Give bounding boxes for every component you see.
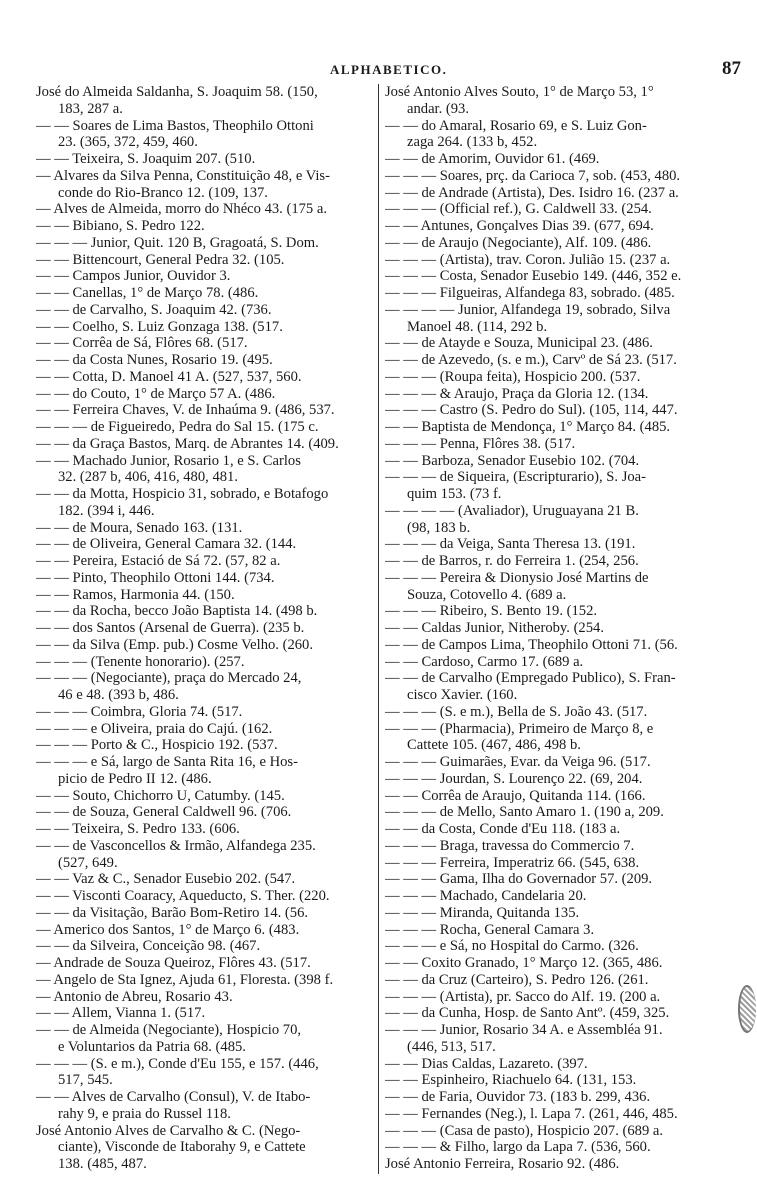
directory-entry xyxy=(385,989,747,1006)
directory-entry xyxy=(36,168,376,202)
entry-line: — — de Vasconcellos & Irmão, Alfandega 235. xyxy=(36,837,316,854)
entry-continuation-line: rahy 9, e praia do Russel 118. xyxy=(58,1105,231,1122)
directory-entry xyxy=(36,252,376,269)
directory-entry xyxy=(385,620,747,637)
entry-line: — — Fernandes (Neg.), l. Lapa 7. (261, 446, 485. xyxy=(385,1105,678,1122)
directory-entry xyxy=(36,436,376,453)
entry-line: — — Bittencourt, General Pedra 32. (105. xyxy=(36,251,285,268)
entry-line: — — — Pereira & Dionysio José Martins de xyxy=(385,569,649,586)
entry-line: — — — da Veiga, Santa Theresa 13. (191. xyxy=(385,536,636,553)
entry-line: — — de Almeida (Negociante), Hospicio 70, xyxy=(36,1022,302,1038)
entry-line: — — Dias Caldas, Lazareto. (397. xyxy=(385,1055,588,1072)
entry-line: — — — Filgueiras, Alfandega 83, sobrado. (485. xyxy=(385,285,675,301)
directory-entry xyxy=(385,838,747,855)
entry-line: — — — Costa, Senador Eusebio 149. (446, 352 e. xyxy=(385,268,682,285)
entry-continuation-line: e Voluntarios da Patria 68. (485. xyxy=(58,1038,246,1055)
entry-line: — — — (Official ref.), G. Caldwell 33. (254. xyxy=(385,201,652,218)
directory-entry xyxy=(385,855,747,872)
entry-line: — Alvares da Silva Penna, Constituição 48, e Vis- xyxy=(36,167,330,184)
entry-line: — — Machado Junior, Rosario 1, e S. Carlos xyxy=(36,452,301,469)
directory-entry xyxy=(36,972,376,989)
directory-entry xyxy=(36,922,376,939)
directory-entry xyxy=(36,285,376,302)
directory-entry xyxy=(36,419,376,436)
directory-entry xyxy=(385,419,747,436)
entry-line: — — Allem, Vianna 1. (517. xyxy=(36,1005,206,1022)
directory-entry xyxy=(36,938,376,955)
entry-line: — — da Costa Nunes, Rosario 19. (495. xyxy=(36,352,273,368)
entry-line: José Antonio Alves Souto, 1° de Março 53, 1° xyxy=(385,84,654,100)
directory-entry xyxy=(385,235,747,252)
entry-line: — — — — (Avaliador), Uruguayana 21 B. xyxy=(385,502,639,519)
entry-line: — Americo dos Santos, 1° de Março 6. (483. xyxy=(36,921,300,938)
entry-line: — Antonio de Abreu, Rosario 43. xyxy=(36,988,233,1005)
entry-continuation-line: 182. (394 i, 446. xyxy=(58,502,155,519)
entry-line: — — — Ferreira, Imperatriz 66. (545, 638. xyxy=(385,854,640,871)
directory-entry xyxy=(36,1005,376,1022)
directory-entry xyxy=(36,1022,376,1056)
directory-entry xyxy=(36,804,376,821)
entry-line: — — do Couto, 1° de Março 57 A. (486. xyxy=(36,385,276,402)
entry-line: — — — Ribeiro, S. Bento 19. (152. xyxy=(385,603,598,620)
directory-entry xyxy=(36,218,376,235)
entry-line: — — de Andrade (Artista), Des. Isidro 16. (237 a. xyxy=(385,184,679,201)
entry-line: — — da Visitação, Barão Bom-Retiro 14. (56. xyxy=(36,904,309,921)
right-column xyxy=(385,84,747,1173)
entry-line: — — Souto, Chichorro U, Catumby. (145. xyxy=(36,787,285,804)
entry-line: — — — & Filho, largo da Lapa 7. (536, 560. xyxy=(385,1139,651,1156)
entry-line: — — Vaz & C., Senador Eusebio 202. (547. xyxy=(36,871,296,888)
directory-entry xyxy=(36,553,376,570)
directory-entry xyxy=(385,536,747,553)
entry-line: — Andrade de Souza Queiroz, Flôres 43. (517. xyxy=(36,955,311,971)
directory-entry xyxy=(36,319,376,336)
directory-entry xyxy=(385,955,747,972)
entry-line: — — da Rocha, becco João Baptista 14. (498 b. xyxy=(36,603,318,620)
directory-entry xyxy=(385,771,747,788)
directory-entry xyxy=(36,637,376,654)
entry-line: — — Ferreira Chaves, V. de Inhaúma 9. (486, 537. xyxy=(36,402,335,419)
entry-line: José do Almeida Saldanha, S. Joaquim 58. (150, xyxy=(36,84,318,100)
directory-entry xyxy=(385,201,747,218)
directory-entry xyxy=(385,754,747,771)
entry-line: — — dos Santos (Arsenal de Guerra). (235 b. xyxy=(36,620,305,636)
directory-entry xyxy=(36,402,376,419)
entry-line: — — Barboza, Senador Eusebio 102. (704. xyxy=(385,452,640,469)
directory-entry xyxy=(385,888,747,905)
entry-line: — — do Amaral, Rosario 69, e S. Luiz Gon- xyxy=(385,117,647,134)
directory-entry xyxy=(385,436,747,453)
directory-entry xyxy=(36,670,376,704)
directory-entry xyxy=(385,821,747,838)
entry-line: — — de Araujo (Negociante), Alf. 109. (486. xyxy=(385,234,652,251)
entry-line: — — da Cunha, Hosp. de Santo Antº. (459, 325. xyxy=(385,1005,670,1022)
entry-line: — — Coxito Granado, 1° Março 12. (365, 486. xyxy=(385,955,663,971)
directory-entry xyxy=(385,603,747,620)
entry-line: — — — (Artista), pr. Sacco do Alf. 19. (200 a. xyxy=(385,988,661,1005)
entry-continuation-line: Cattete 105. (467, 486, 498 b. xyxy=(407,737,581,754)
entry-line: — — — (Artista), trav. Coron. Julião 15. (237 a. xyxy=(385,251,671,268)
directory-entry xyxy=(36,603,376,620)
running-title: ALPHABETICO. xyxy=(330,62,448,77)
directory-entry xyxy=(385,804,747,821)
entry-line: — — Cotta, D. Manoel 41 A. (527, 537, 560. xyxy=(36,368,302,385)
directory-entry xyxy=(385,118,747,152)
directory-entry xyxy=(385,402,747,419)
directory-entry xyxy=(385,352,747,369)
directory-entry xyxy=(385,553,747,570)
entry-line: — — — e Oliveira, praia do Cajú. (162. xyxy=(36,720,273,737)
directory-entry xyxy=(36,620,376,637)
directory-entry xyxy=(385,905,747,922)
entry-continuation-line: ciante), Visconde de Itaborahy 9, e Cattete xyxy=(58,1139,306,1156)
directory-entry xyxy=(36,570,376,587)
column-divider xyxy=(378,84,379,1174)
directory-entry xyxy=(385,637,747,654)
directory-entry xyxy=(36,1123,376,1173)
entry-line: — — de Carvalho, S. Joaquim 42. (736. xyxy=(36,301,272,318)
directory-entry xyxy=(36,235,376,252)
entry-line: — — — (S. e m.), Conde d'Eu 155, e 157. (446, xyxy=(36,1055,319,1072)
entry-line: — — Visconti Coaracy, Aqueducto, S. Ther. (220. xyxy=(36,888,330,904)
directory-entry xyxy=(385,972,747,989)
directory-entry xyxy=(36,754,376,788)
directory-entry xyxy=(36,737,376,754)
entry-line: — — Pereira, Estació de Sá 72. (57, 82 a. xyxy=(36,553,281,569)
page-number: 87 xyxy=(722,58,741,79)
entry-line: — — Canellas, 1° de Março 78. (486. xyxy=(36,285,259,301)
entry-continuation-line: zaga 264. (133 b, 452. xyxy=(407,134,538,151)
directory-entry xyxy=(36,905,376,922)
directory-entry xyxy=(36,520,376,537)
entry-line: — — Alves de Carvalho (Consul), V. de Itabo- xyxy=(36,1089,311,1105)
entry-line: — — — Braga, travessa do Commercio 7. xyxy=(385,837,635,854)
directory-entry xyxy=(36,1089,376,1123)
directory-entry xyxy=(36,838,376,872)
directory-entry xyxy=(36,654,376,671)
library-stamp-icon xyxy=(738,985,756,1033)
entry-line: — — de Oliveira, General Camara 32. (144. xyxy=(36,536,297,553)
entry-line: — — — & Araujo, Praça da Gloria 12. (134. xyxy=(385,385,649,402)
directory-entry xyxy=(36,871,376,888)
entry-continuation-line: Souza, Cotovello 4. (689 a. xyxy=(407,586,567,603)
directory-entry xyxy=(36,989,376,1006)
entry-line: José Antonio Alves de Carvalho & C. (Nego- xyxy=(36,1122,301,1139)
directory-entry xyxy=(36,955,376,972)
directory-entry xyxy=(385,721,747,755)
entry-line: — — Caldas Junior, Nitheroby. (254. xyxy=(385,620,604,636)
entry-line: — — Coelho, S. Luiz Gonzaga 138. (517. xyxy=(36,318,283,335)
entry-line: — — Corrêa de Sá, Flôres 68. (517. xyxy=(36,335,248,352)
entry-line: — — — (Roupa feita), Hospicio 200. (537. xyxy=(385,368,641,385)
directory-entry xyxy=(385,369,747,386)
entry-continuation-line: 517, 545. xyxy=(58,1072,113,1089)
entry-continuation-line: 32. (287 b, 406, 416, 480, 481. xyxy=(58,469,238,486)
entry-line: — — Teixeira, S. Pedro 133. (606. xyxy=(36,821,240,837)
entry-line: — — — Machado, Candelaria 20. xyxy=(385,888,587,904)
directory-entry xyxy=(385,84,747,118)
entry-continuation-line: 138. (485, 487. xyxy=(58,1156,147,1172)
entry-line: — — — — Junior, Alfandega 19, sobrado, Silva xyxy=(385,301,671,318)
directory-entry xyxy=(385,453,747,470)
entry-continuation-line: (446, 513, 517. xyxy=(407,1038,496,1055)
entry-line: — — — de Siqueira, (Escripturario), S. Joa- xyxy=(385,469,647,486)
entry-line: — — — Gama, Ilha do Governador 57. (209. xyxy=(385,871,653,888)
entry-line: — — da Cruz (Carteiro), S. Pedro 126. (261. xyxy=(385,971,649,988)
directory-entry xyxy=(36,335,376,352)
entry-continuation-line: (527, 649. xyxy=(58,854,118,871)
entry-continuation-line: cisco Xavier. (160. xyxy=(407,687,518,703)
entry-line: — Alves de Almeida, morro do Nhéco 43. (175 a. xyxy=(36,201,328,218)
entry-line: — — — Castro (S. Pedro do Sul). (105, 114, 447. xyxy=(385,402,678,419)
entry-continuation-line: conde do Rio-Branco 12. (109, 137. xyxy=(58,184,268,201)
entry-line: — — — de Mello, Santo Amaro 1. (190 a, 209. xyxy=(385,804,664,821)
directory-entry xyxy=(385,268,747,285)
directory-entry xyxy=(36,721,376,738)
directory-entry xyxy=(385,1056,747,1073)
entry-continuation-line: 46 e 48. (393 b, 486. xyxy=(58,687,179,703)
directory-entry xyxy=(36,352,376,369)
entry-line: — — — Porto & C., Hospicio 192. (537. xyxy=(36,737,278,754)
directory-entry xyxy=(385,788,747,805)
entry-line: — — Pinto, Theophilo Ottoni 144. (734. xyxy=(36,569,275,586)
directory-entry xyxy=(36,888,376,905)
directory-entry xyxy=(36,118,376,152)
entry-line: — — de Azevedo, (s. e m.), Carvº de Sá 23. (517. xyxy=(385,352,677,368)
directory-entry xyxy=(36,84,376,118)
entry-line: — — — (Negociante), praça do Mercado 24, xyxy=(36,670,302,687)
directory-entry xyxy=(36,821,376,838)
entry-line: — — de Campos Lima, Theophilo Ottoni 71. (56. xyxy=(385,636,678,653)
page-header xyxy=(0,58,757,82)
directory-entry xyxy=(385,285,747,302)
directory-entry xyxy=(385,151,747,168)
entry-continuation-line: (98, 183 b. xyxy=(407,519,471,536)
entry-line: — — Soares de Lima Bastos, Theophilo Ottoni xyxy=(36,117,314,134)
directory-entry xyxy=(36,587,376,604)
directory-entry xyxy=(385,922,747,939)
entry-line: — — Baptista de Mendonça, 1° Março 84. (485. xyxy=(385,419,671,435)
directory-entry xyxy=(385,185,747,202)
directory-entry xyxy=(36,788,376,805)
entry-line: — — — Penna, Flôres 38. (517. xyxy=(385,435,576,452)
directory-entry xyxy=(385,503,747,537)
directory-entry xyxy=(385,168,747,185)
directory-entry xyxy=(385,1022,747,1056)
directory-entry xyxy=(36,386,376,403)
directory-entry xyxy=(36,453,376,487)
directory-entry xyxy=(385,938,747,955)
directory-entry xyxy=(385,704,747,721)
directory-entry xyxy=(385,469,747,503)
directory-entry xyxy=(385,1072,747,1089)
entry-line: — — de Moura, Senado 163. (131. xyxy=(36,519,243,536)
entry-continuation-line: 183, 287 a. xyxy=(58,100,123,117)
directory-entry xyxy=(385,1106,747,1123)
entry-line: — Angelo de Sta Ignez, Ajuda 61, Floresta. (398 f. xyxy=(36,971,334,988)
entry-line: — — da Costa, Conde d'Eu 118. (183 a. xyxy=(385,821,621,837)
entry-line: — — Ramos, Harmonia 44. (150. xyxy=(36,586,235,603)
directory-entry xyxy=(385,218,747,235)
directory-entry xyxy=(385,570,747,604)
entry-continuation-line: Manoel 48. (114, 292 b. xyxy=(407,318,548,335)
directory-entry xyxy=(385,386,747,403)
entry-line: — — Campos Junior, Ouvidor 3. xyxy=(36,268,231,285)
directory-entry xyxy=(36,369,376,386)
entry-line: — — de Barros, r. do Ferreira 1. (254, 256. xyxy=(385,553,639,569)
directory-entry xyxy=(385,670,747,704)
entry-line: — — — (Casa de pasto), Hospicio 207. (689 a. xyxy=(385,1122,664,1139)
directory-entry xyxy=(36,486,376,520)
directory-entry xyxy=(385,1156,747,1173)
entry-line: — — de Carvalho (Empregado Publico), S. Fran- xyxy=(385,670,676,687)
directory-entry xyxy=(36,268,376,285)
entry-line: — — — Guimarães, Evar. da Veiga 96. (517. xyxy=(385,754,651,770)
entry-line: — — — Junior, Quit. 120 B, Gragoatá, S. Dom. xyxy=(36,234,319,251)
entry-line: — — — Jourdan, S. Lourenço 22. (69, 204. xyxy=(385,770,643,787)
entry-line: José Antonio Ferreira, Rosario 92. (486. xyxy=(385,1156,620,1172)
entry-line: — — Teixeira, S. Joaquim 207. (510. xyxy=(36,151,256,167)
entry-line: — — Espinheiro, Riachuelo 64. (131, 153. xyxy=(385,1072,637,1089)
entry-line: — — — Junior, Rosario 34 A. e Assembléa 91. xyxy=(385,1022,663,1038)
entry-line: — — Cardoso, Carmo 17. (689 a. xyxy=(385,653,584,670)
entry-line: — — da Silva (Emp. pub.) Cosme Velho. (260. xyxy=(36,636,313,653)
directory-entry xyxy=(385,335,747,352)
left-column xyxy=(36,84,376,1173)
entry-line: — — da Motta, Hospicio 31, sobrado, e Botafogo xyxy=(36,486,329,502)
entry-continuation-line: andar. (93. xyxy=(407,100,470,117)
entry-line: — — Bibiano, S. Pedro 122. xyxy=(36,218,205,234)
directory-entry xyxy=(385,654,747,671)
directory-entry xyxy=(385,871,747,888)
directory-entry xyxy=(36,201,376,218)
entry-continuation-line: quim 153. (73 f. xyxy=(407,486,502,502)
entry-line: — — de Amorim, Ouvidor 61. (469. xyxy=(385,151,600,167)
directory-entry xyxy=(385,1089,747,1106)
entry-line: — — — Soares, prç. da Carioca 7, sob. (453, 480. xyxy=(385,167,681,184)
directory-entry xyxy=(36,536,376,553)
entry-line: — — — e Sá, no Hospital do Carmo. (326. xyxy=(385,938,639,955)
entry-line: — — de Souza, General Caldwell 96. (706. xyxy=(36,804,292,821)
directory-entry xyxy=(385,1139,747,1156)
entry-line: — — — Coimbra, Gloria 74. (517. xyxy=(36,703,243,720)
directory-entry xyxy=(385,1123,747,1140)
directory-entry xyxy=(36,151,376,168)
entry-line: — — — (S. e m.), Bella de S. João 43. (517. xyxy=(385,703,648,720)
entry-line: — — de Faria, Ouvidor 73. (183 b. 299, 436. xyxy=(385,1089,651,1105)
entry-line: — — da Graça Bastos, Marq. de Abrantes 14. (409. xyxy=(36,435,339,452)
directory-entry xyxy=(385,1005,747,1022)
entry-line: — — da Silveira, Conceição 98. (467. xyxy=(36,938,261,955)
entry-line: — — — (Pharmacia), Primeiro de Março 8, e xyxy=(385,720,654,737)
entry-line: — — — (Tenente honorario). (257. xyxy=(36,653,245,670)
entry-line: — — Antunes, Gonçalves Dias 39. (677, 694. xyxy=(385,218,654,234)
entry-line: — — de Atayde e Souza, Municipal 23. (486. xyxy=(385,335,653,352)
directory-entry xyxy=(36,1056,376,1090)
directory-entry xyxy=(385,252,747,269)
directory-entry xyxy=(36,704,376,721)
entry-continuation-line: 23. (365, 372, 459, 460. xyxy=(58,134,198,151)
directory-entry xyxy=(385,302,747,336)
entry-continuation-line: picio de Pedro II 12. (486. xyxy=(58,770,212,787)
entry-line: — — Corrêa de Araujo, Quitanda 114. (166. xyxy=(385,787,646,804)
entry-line: — — — Miranda, Quitanda 135. xyxy=(385,904,580,921)
entry-line: — — — de Figueiredo, Pedra do Sal 15. (175 c. xyxy=(36,419,319,435)
entry-line: — — — Rocha, General Camara 3. xyxy=(385,921,595,938)
entry-line: — — — e Sá, largo de Santa Rita 16, e Hos- xyxy=(36,754,298,770)
directory-entry xyxy=(36,302,376,319)
